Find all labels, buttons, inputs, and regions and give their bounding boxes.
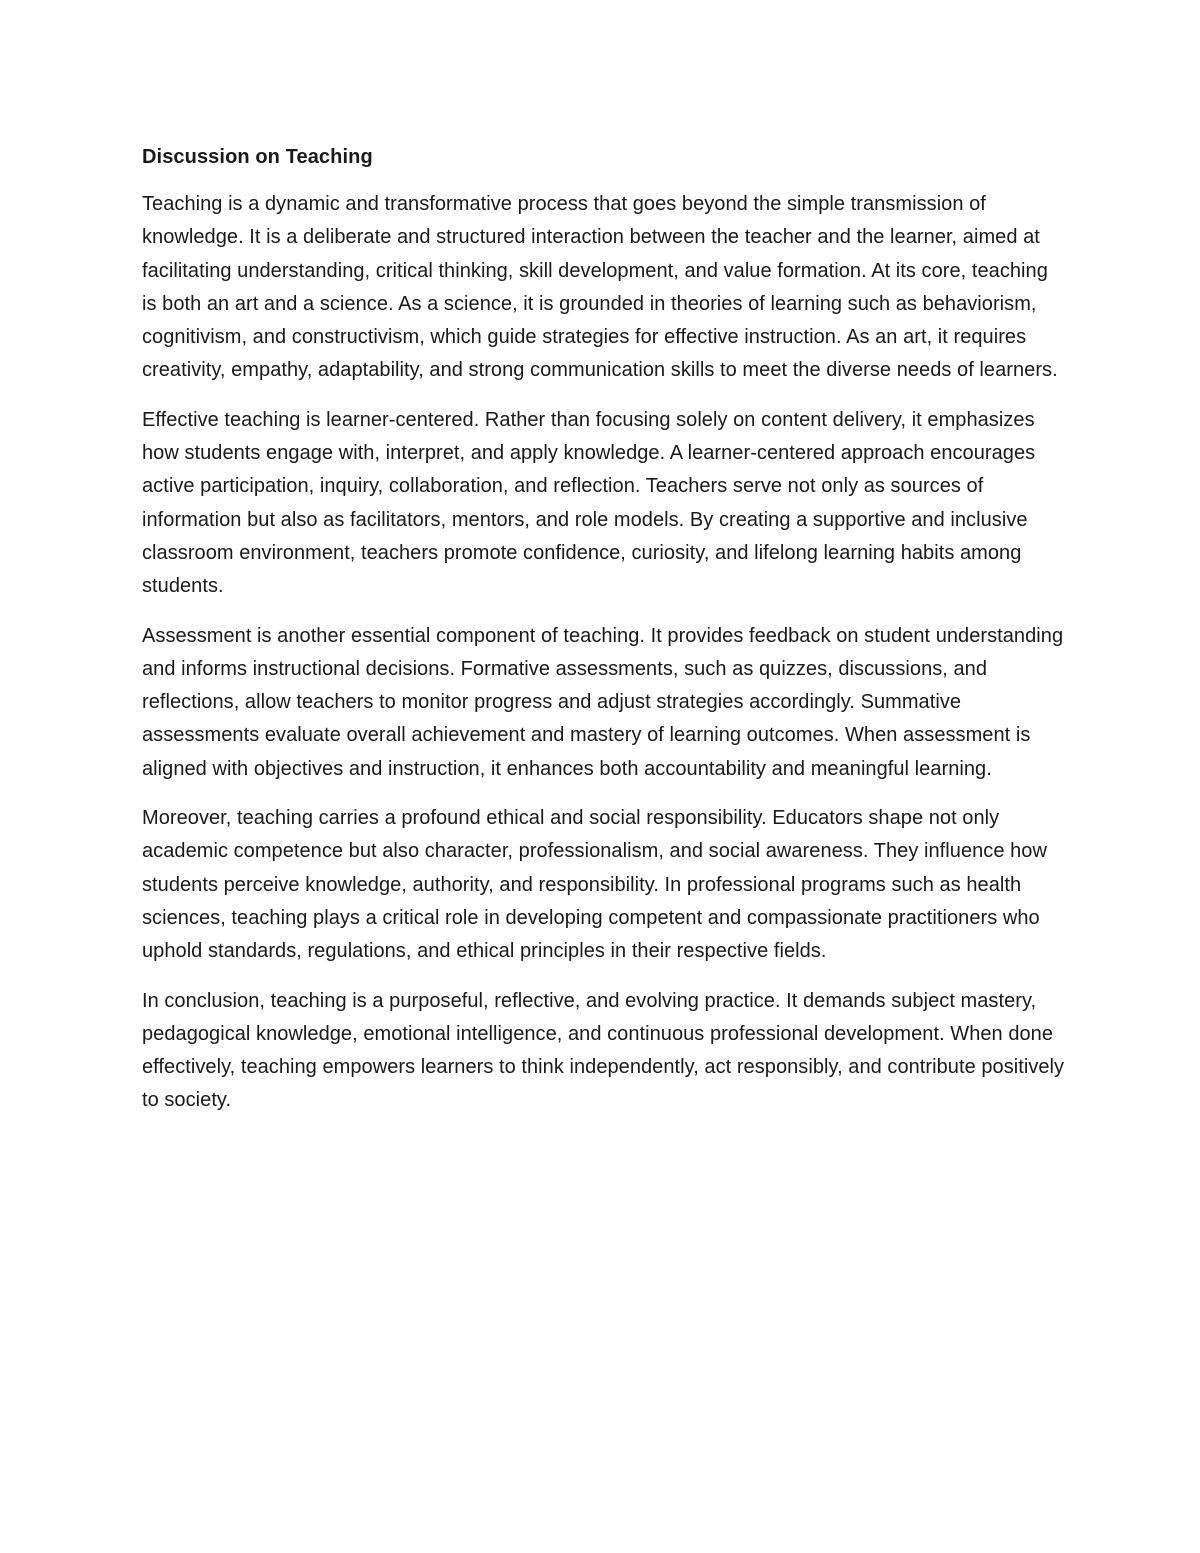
paragraph-introduction: Teaching is a dynamic and transformative process that goes beyond the simple transmission of knowledge. It is a deliberate and structured interaction between the teacher and the learner, aimed at facilitating understanding, critical thinking, skill development, and value formation. At its core, teaching is both an art and a science. As a science, it is grounded in theories of learning such as behaviorism, cognitivism, and constructivism, which guide strategies for effective instruction. As an art, it requires creativity, empathy, adaptability, and strong communication skills to meet the diverse needs of learners.	[142, 193, 1058, 382]
paragraph-learner-centered: Effective teaching is learner-centered. Rather than focusing solely on content delivery, it emphasizes how students engage with, interpret, and apply knowledge. A learner-centered approach encourages active participation, inquiry, collaboration, and reflection. Teachers serve not only as sources of information but also as facilitators, mentors, and role models. By creating a supportive and inclusive classroom environment, teachers promote confidence, curiosity, and lifelong learning habits among students.	[142, 408, 1036, 598]
paragraph-assessment: Assessment is another essential component of teaching. It provides feedback on student understanding and informs instructional decisions. Formative assessments, such as quizzes, discussions, and reflections, allow teachers to monitor progress and adjust strategies accordingly. Summative assessments evaluate overall achievement and mastery of learning outcomes. When assessment is aligned with objectives and instruction, it enhances both accountability and meaningful learning.	[142, 624, 1064, 780]
document-body	[142, 142, 1067, 1134]
paragraph-conclusion: In conclusion, teaching is a purposeful, reflective, and evolving practice. It demands subject mastery, pedagogical knowledge, emotional intelligence, and continuous professional development. When done effectively, teaching empowers learners to think independently, act responsibly, and contribute positively to society.	[142, 989, 1065, 1112]
document-title: Discussion on Teaching	[142, 146, 373, 168]
paragraph-ethics: Moreover, teaching carries a profound ethical and social responsibility. Educators shape not only academic competence but also character, professionalism, and social awareness. They influence how students perceive knowledge, authority, and responsibility. In professional programs such as health sciences, teaching plays a critical role in developing competent and compassionate practitioners who uphold standards, regulations, and ethical principles in their respective fields.	[142, 807, 1047, 963]
